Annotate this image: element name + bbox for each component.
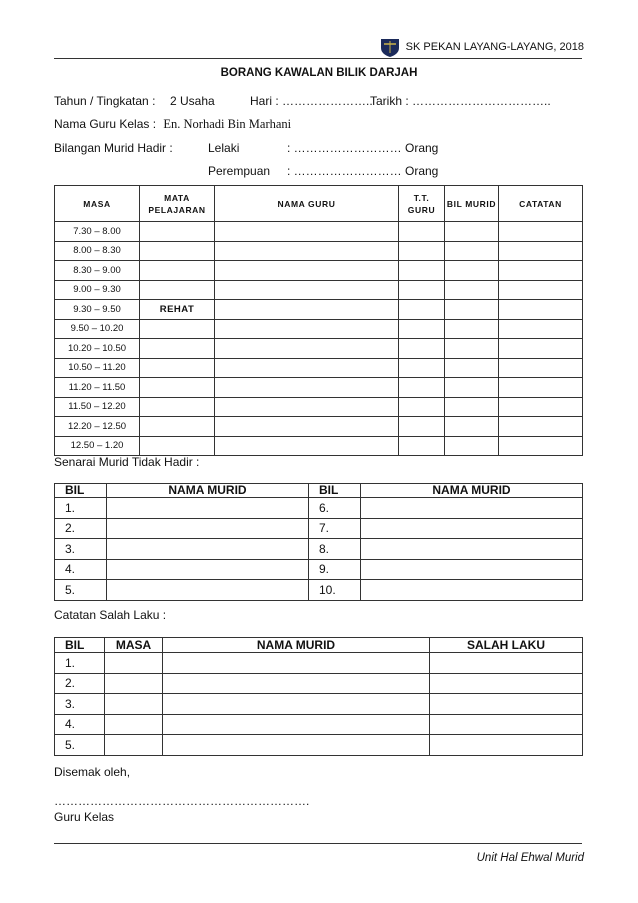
lelaki-value: : ……………………… Orang bbox=[287, 141, 439, 155]
schedule-row bbox=[55, 241, 583, 261]
nama-guru-cell[interactable] bbox=[215, 378, 399, 398]
schedule-row bbox=[55, 280, 583, 300]
tt-guru-cell[interactable] bbox=[399, 436, 445, 456]
bil-murid-cell[interactable] bbox=[445, 397, 499, 417]
perempuan-label: Perempuan bbox=[208, 164, 271, 178]
bil-murid-cell[interactable] bbox=[445, 241, 499, 261]
tt-guru-cell[interactable] bbox=[399, 261, 445, 281]
tarikh-field: Tarikh : …………………………….. bbox=[370, 94, 551, 108]
lelaki-label: Lelaki bbox=[208, 141, 240, 155]
bil-cell: 1. bbox=[55, 653, 105, 674]
masa-cell[interactable] bbox=[105, 714, 163, 735]
catatan-cell[interactable] bbox=[499, 397, 583, 417]
nama-guru-cell[interactable] bbox=[215, 417, 399, 437]
tt-guru-cell[interactable] bbox=[399, 417, 445, 437]
misconduct-label: Catatan Salah Laku : bbox=[54, 608, 167, 622]
catatan-cell[interactable] bbox=[499, 300, 583, 320]
masa-cell[interactable] bbox=[105, 653, 163, 674]
schedule-row bbox=[55, 319, 583, 339]
nama-guru-cell[interactable] bbox=[215, 436, 399, 456]
nama-murid-cell-2[interactable] bbox=[361, 559, 583, 580]
tt-guru-cell[interactable] bbox=[399, 358, 445, 378]
nama-murid-cell[interactable] bbox=[107, 518, 309, 539]
masa-cell[interactable] bbox=[105, 694, 163, 715]
nama-guru-cell[interactable] bbox=[215, 222, 399, 242]
bil-murid-cell[interactable] bbox=[445, 436, 499, 456]
col-masa: MASA bbox=[105, 638, 163, 653]
tt-guru-cell[interactable] bbox=[399, 397, 445, 417]
masa-cell: 7.30 – 8.00 bbox=[55, 222, 140, 242]
schedule-row bbox=[55, 397, 583, 417]
perempuan-value: : ……………………… Orang bbox=[287, 164, 439, 178]
header-divider bbox=[54, 58, 582, 59]
guru-label: Nama Guru Kelas : bbox=[54, 117, 157, 131]
catatan-cell[interactable] bbox=[499, 378, 583, 398]
tahun-value: 2 Usaha bbox=[170, 94, 215, 108]
col-bil-2: BIL bbox=[309, 484, 361, 498]
guru-kelas-label: Guru Kelas bbox=[54, 810, 115, 824]
mata-pelajaran-cell bbox=[140, 417, 215, 437]
bil-murid-cell[interactable] bbox=[445, 300, 499, 320]
tt-guru-cell[interactable] bbox=[399, 300, 445, 320]
tt-guru-cell[interactable] bbox=[399, 280, 445, 300]
col-bil-murid: BIL MURID bbox=[445, 186, 499, 222]
bil-murid-cell[interactable] bbox=[445, 280, 499, 300]
mata-pelajaran-cell bbox=[140, 436, 215, 456]
bil-cell: 3. bbox=[55, 694, 105, 715]
misconduct-row bbox=[55, 673, 583, 694]
masa-cell: 10.20 – 10.50 bbox=[55, 339, 140, 359]
schedule-table bbox=[54, 185, 583, 456]
bil-cell-2: 10. bbox=[309, 580, 361, 601]
salah-laku-cell[interactable] bbox=[430, 694, 583, 715]
absent-row bbox=[55, 518, 583, 539]
catatan-cell[interactable] bbox=[499, 261, 583, 281]
schedule-row bbox=[55, 339, 583, 359]
bil-murid-cell[interactable] bbox=[445, 417, 499, 437]
mata-pelajaran-cell bbox=[140, 261, 215, 281]
schedule-row bbox=[55, 417, 583, 437]
nama-murid-cell[interactable] bbox=[107, 539, 309, 560]
catatan-cell[interactable] bbox=[499, 417, 583, 437]
misconduct-row bbox=[55, 694, 583, 715]
nama-murid-cell[interactable] bbox=[107, 498, 309, 519]
absent-row bbox=[55, 498, 583, 519]
salah-laku-cell[interactable] bbox=[430, 653, 583, 674]
bil-cell: 2. bbox=[55, 673, 105, 694]
bil-murid-cell[interactable] bbox=[445, 358, 499, 378]
col-bil: BIL bbox=[55, 638, 105, 653]
masa-cell: 12.50 – 1.20 bbox=[55, 436, 140, 456]
misconduct-body bbox=[55, 653, 583, 756]
mata-pelajaran-cell: REHAT bbox=[140, 300, 215, 320]
mata-pelajaran-cell bbox=[140, 339, 215, 359]
tahun-line bbox=[54, 94, 551, 108]
page-header bbox=[379, 36, 584, 58]
bil-murid-cell[interactable] bbox=[445, 378, 499, 398]
masa-cell: 9.50 – 10.20 bbox=[55, 319, 140, 339]
col-nama-murid: NAMA MURID bbox=[107, 484, 309, 498]
schedule-row bbox=[55, 222, 583, 242]
absent-label: Senarai Murid Tidak Hadir : bbox=[54, 455, 200, 469]
mata-pelajaran-cell bbox=[140, 222, 215, 242]
bil-cell: 5. bbox=[55, 735, 105, 756]
footer-unit: Unit Hal Ehwal Murid bbox=[476, 852, 584, 864]
nama-murid-cell[interactable] bbox=[163, 714, 430, 735]
salah-laku-cell[interactable] bbox=[430, 735, 583, 756]
nama-guru-cell[interactable] bbox=[215, 319, 399, 339]
school-crest-icon bbox=[379, 36, 401, 58]
bil-cell: 2. bbox=[55, 518, 107, 539]
bil-murid-cell[interactable] bbox=[445, 222, 499, 242]
misconduct-row bbox=[55, 714, 583, 735]
tt-guru-cell[interactable] bbox=[399, 241, 445, 261]
col-catatan: CATATAN bbox=[499, 186, 583, 222]
nama-guru-cell[interactable] bbox=[215, 241, 399, 261]
bilangan-line bbox=[54, 141, 439, 155]
col-mata-pelajaran: MATA PELAJARAN bbox=[140, 186, 215, 222]
nama-murid-cell[interactable] bbox=[163, 735, 430, 756]
nama-guru-cell[interactable] bbox=[215, 397, 399, 417]
bil-murid-cell[interactable] bbox=[445, 319, 499, 339]
catatan-cell[interactable] bbox=[499, 280, 583, 300]
masa-cell: 10.50 – 11.20 bbox=[55, 358, 140, 378]
masa-cell[interactable] bbox=[105, 673, 163, 694]
tt-guru-cell[interactable] bbox=[399, 378, 445, 398]
schedule-row bbox=[55, 300, 583, 320]
nama-guru-cell[interactable] bbox=[215, 300, 399, 320]
salah-laku-cell[interactable] bbox=[430, 714, 583, 735]
schedule-row bbox=[55, 436, 583, 456]
masa-cell: 9.30 – 9.50 bbox=[55, 300, 140, 320]
col-bil: BIL bbox=[55, 484, 107, 498]
mata-pelajaran-cell bbox=[140, 378, 215, 398]
checked-by-label: Disemak oleh, bbox=[54, 765, 131, 779]
schedule-row bbox=[55, 378, 583, 398]
col-salah-laku: SALAH LAKU bbox=[430, 638, 583, 653]
catatan-cell[interactable] bbox=[499, 241, 583, 261]
guru-line bbox=[54, 117, 291, 132]
bilangan-label: Bilangan Murid Hadir : bbox=[54, 141, 173, 155]
tt-guru-cell[interactable] bbox=[399, 339, 445, 359]
misconduct-row bbox=[55, 735, 583, 756]
mata-pelajaran-cell bbox=[140, 358, 215, 378]
mata-pelajaran-cell bbox=[140, 397, 215, 417]
nama-guru-cell[interactable] bbox=[215, 339, 399, 359]
school-name: SK PEKAN LAYANG-LAYANG, 2018 bbox=[405, 41, 584, 53]
nama-murid-cell[interactable] bbox=[107, 580, 309, 601]
hari-field: Hari : ………………….. bbox=[250, 94, 373, 108]
catatan-cell[interactable] bbox=[499, 222, 583, 242]
nama-murid-cell[interactable] bbox=[107, 559, 309, 580]
misconduct-table bbox=[54, 637, 583, 756]
masa-cell: 11.20 – 11.50 bbox=[55, 378, 140, 398]
nama-murid-cell[interactable] bbox=[163, 673, 430, 694]
nama-murid-cell[interactable] bbox=[163, 653, 430, 674]
absent-row bbox=[55, 539, 583, 560]
absent-body bbox=[55, 498, 583, 601]
masa-cell[interactable] bbox=[105, 735, 163, 756]
salah-laku-cell[interactable] bbox=[430, 673, 583, 694]
absent-header-row bbox=[55, 484, 583, 498]
catatan-cell[interactable] bbox=[499, 436, 583, 456]
bil-cell: 3. bbox=[55, 539, 107, 560]
catatan-cell[interactable] bbox=[499, 339, 583, 359]
nama-murid-cell-2[interactable] bbox=[361, 580, 583, 601]
bil-cell-2: 7. bbox=[309, 518, 361, 539]
absent-table bbox=[54, 483, 583, 601]
nama-guru-cell[interactable] bbox=[215, 261, 399, 281]
col-masa: MASA bbox=[55, 186, 140, 222]
mata-pelajaran-cell bbox=[140, 241, 215, 261]
tt-guru-cell[interactable] bbox=[399, 319, 445, 339]
nama-murid-cell[interactable] bbox=[163, 694, 430, 715]
nama-guru-cell[interactable] bbox=[215, 358, 399, 378]
bil-cell-2: 9. bbox=[309, 559, 361, 580]
schedule-row bbox=[55, 261, 583, 281]
col-nama-guru: NAMA GURU bbox=[215, 186, 399, 222]
nama-murid-cell-2[interactable] bbox=[361, 518, 583, 539]
bil-cell-2: 8. bbox=[309, 539, 361, 560]
col-nama-murid-2: NAMA MURID bbox=[361, 484, 583, 498]
absent-row bbox=[55, 580, 583, 601]
misconduct-row bbox=[55, 653, 583, 674]
tt-guru-cell[interactable] bbox=[399, 222, 445, 242]
nama-murid-cell-2[interactable] bbox=[361, 498, 583, 519]
masa-cell: 11.50 – 12.20 bbox=[55, 397, 140, 417]
masa-cell: 12.20 – 12.50 bbox=[55, 417, 140, 437]
bil-cell: 5. bbox=[55, 580, 107, 601]
masa-cell: 8.30 – 9.00 bbox=[55, 261, 140, 281]
nama-guru-cell[interactable] bbox=[215, 280, 399, 300]
absent-row bbox=[55, 559, 583, 580]
catatan-cell[interactable] bbox=[499, 319, 583, 339]
signature-line: ………………………………………………………. bbox=[54, 794, 310, 808]
misconduct-header-row bbox=[55, 638, 583, 653]
bil-murid-cell[interactable] bbox=[445, 339, 499, 359]
mata-pelajaran-cell bbox=[140, 319, 215, 339]
nama-murid-cell-2[interactable] bbox=[361, 539, 583, 560]
bil-cell: 4. bbox=[55, 714, 105, 735]
bil-cell: 4. bbox=[55, 559, 107, 580]
masa-cell: 8.00 – 8.30 bbox=[55, 241, 140, 261]
col-nama-murid: NAMA MURID bbox=[163, 638, 430, 653]
schedule-body bbox=[55, 222, 583, 456]
bil-cell-2: 6. bbox=[309, 498, 361, 519]
tahun-label: Tahun / Tingkatan : bbox=[54, 94, 156, 108]
bil-murid-cell[interactable] bbox=[445, 261, 499, 281]
masa-cell: 9.00 – 9.30 bbox=[55, 280, 140, 300]
footer-divider bbox=[54, 843, 582, 844]
schedule-row bbox=[55, 358, 583, 378]
schedule-header-row bbox=[55, 186, 583, 222]
col-tt-guru: T.T. GURU bbox=[399, 186, 445, 222]
bil-cell: 1. bbox=[55, 498, 107, 519]
catatan-cell[interactable] bbox=[499, 358, 583, 378]
form-title: BORANG KAWALAN BILIK DARJAH bbox=[220, 67, 418, 79]
guru-value: En. Norhadi Bin Marhani bbox=[163, 117, 292, 131]
mata-pelajaran-cell bbox=[140, 280, 215, 300]
